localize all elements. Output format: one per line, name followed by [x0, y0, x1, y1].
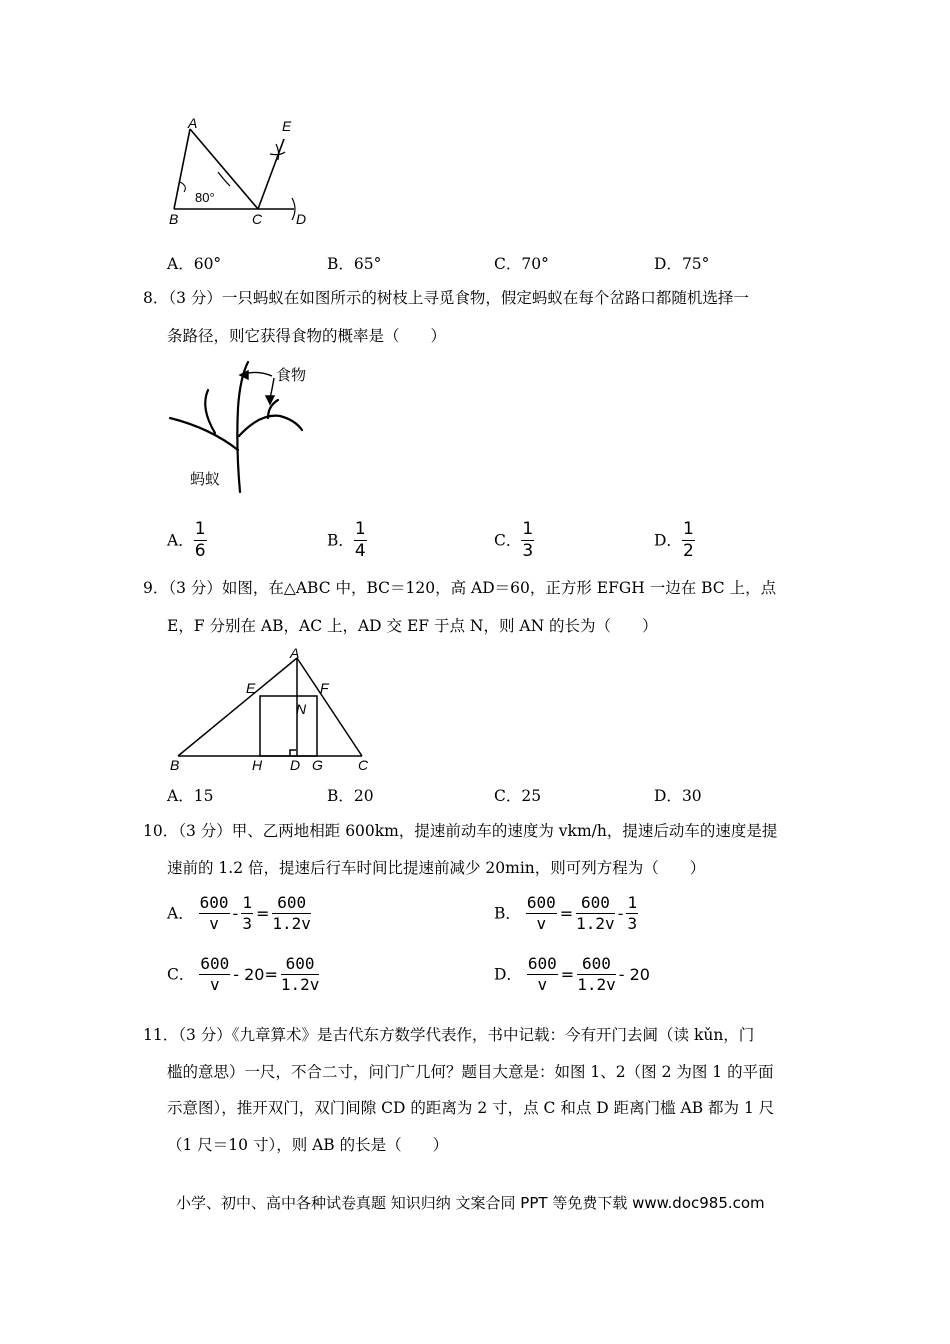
fig7-label-b: B — [169, 211, 179, 227]
q9-option-b[interactable]: B．20 — [327, 787, 374, 805]
q8-food-label: 食物 — [276, 366, 307, 384]
q9-text-line1: 9．（3 分）如图，在△ABC 中，BC＝120，高 AD＝60，正方形 EFGH 一边在 BC 上，点 — [143, 579, 777, 597]
q8-ant-label: 蚂蚁 — [190, 470, 221, 488]
fig9-label-h: H — [252, 757, 263, 773]
q11-text-line2: 槛的意思）一尺，不合二寸，问门广几何？题目大意是：如图 1、2（图 2 为图 1 的平面 — [167, 1063, 774, 1081]
q8-option-c[interactable]: C． $\frac{1}{3}$ — [494, 519, 534, 561]
q11-text-line4: （1 尺＝10 寸），则 AB 的长是（ ） — [167, 1136, 449, 1154]
fig9-label-c: C — [358, 757, 369, 773]
q7-option-a[interactable]: A．60° — [167, 255, 222, 273]
fig9-label-d: D — [290, 757, 301, 773]
q10-option-b[interactable]: B． $\frac{600}{v}$ = $\frac{600}{1.2v}$ - $\frac{1}{3}$ — [494, 893, 638, 933]
fig7-label-c: C — [252, 211, 263, 227]
fig9-label-b: B — [170, 757, 180, 773]
q10-option-c[interactable]: C． $\frac{600}{v}$ - 20= $\frac{600}{1.2v}$ — [167, 954, 320, 994]
q7-option-b[interactable]: B．65° — [327, 255, 382, 273]
fig7-label-a: A — [188, 115, 198, 131]
fig9-label-g: G — [312, 757, 323, 773]
fraction-denominator: 3 — [522, 541, 534, 561]
fig7-label-d: D — [296, 211, 307, 227]
q9-text-line2: E，F 分别在 AB，AC 上，AD 交 EF 于点 N，则 AN 的长为（ ） — [167, 617, 658, 635]
fraction-numerator: 1 — [194, 519, 206, 539]
q10-text-line2: 速前的 1.2 倍，提速后行车时间比提速前减少 20min，则可列方程为（ ） — [167, 859, 706, 877]
q8-tree-figure — [160, 358, 330, 498]
q8-text-line1: 8．（3 分）一只蚂蚁在如图所示的树枝上寻觅食物，假定蚂蚁在每个岔路口都随机选择一 — [143, 289, 749, 307]
q10-option-d[interactable]: D． $\frac{600}{v}$ = $\frac{600}{1.2v}$ - 20 — [494, 954, 650, 994]
q9-option-d[interactable]: D．30 — [654, 787, 702, 805]
q8-option-b[interactable]: B． $\frac{1}{4}$ — [327, 519, 366, 561]
q11-text-line3: 示意图），推开双门，双门间隙 CD 的距离为 2 寸，点 C 和点 D 距离门槛 AB 都为 1 尺 — [167, 1099, 775, 1117]
q7-option-d[interactable]: D．75° — [654, 255, 710, 273]
fraction-denominator: 2 — [682, 541, 694, 561]
fig9-label-a: A — [290, 646, 300, 661]
q9-option-a[interactable]: A．15 — [167, 787, 214, 805]
fraction-numerator: 1 — [354, 519, 366, 539]
fraction-numerator: 1 — [682, 519, 694, 539]
fig7-label-e: E — [282, 118, 292, 134]
q8-option-a[interactable]: A． $\frac{1}{6}$ — [167, 519, 206, 561]
q8-text-line2: 条路径，则它获得食物的概率是（ ） — [167, 327, 447, 345]
fig9-label-f: F — [320, 680, 329, 696]
fraction-numerator: 1 — [522, 519, 534, 539]
q9-option-c[interactable]: C．25 — [494, 787, 542, 805]
fig9-label-n: N — [296, 701, 307, 717]
q10-text-line1: 10．（3 分）甲、乙两地相距 600km，提速前动车的速度为 vkm/h，提速后动车的速度是提 — [143, 822, 778, 840]
q9-triangle-figure — [162, 646, 382, 776]
q8-option-d[interactable]: D． $\frac{1}{2}$ — [654, 519, 694, 561]
q11-text-line1: 11．（3 分）《九章算术》是古代东方数学代表作，书中记载：今有开门去阃（读 kǔn，门 — [143, 1026, 755, 1044]
q7-figure — [160, 112, 330, 232]
q7-option-c[interactable]: C．70° — [494, 255, 549, 273]
fig7-angle-label: 80° — [195, 190, 215, 205]
q10-option-a[interactable]: A． $\frac{600}{v}$ - $\frac{1}{3}$ = $\frac{600}{1.2v}$ — [167, 893, 311, 933]
fraction-denominator: 6 — [194, 541, 206, 561]
fig9-label-e: E — [246, 680, 256, 696]
fraction-denominator: 4 — [354, 541, 366, 561]
page-footer: 小学、初中、高中各种试卷真题 知识归纳 文案合同 PPT 等免费下载 www.doc985.com — [176, 1194, 765, 1212]
